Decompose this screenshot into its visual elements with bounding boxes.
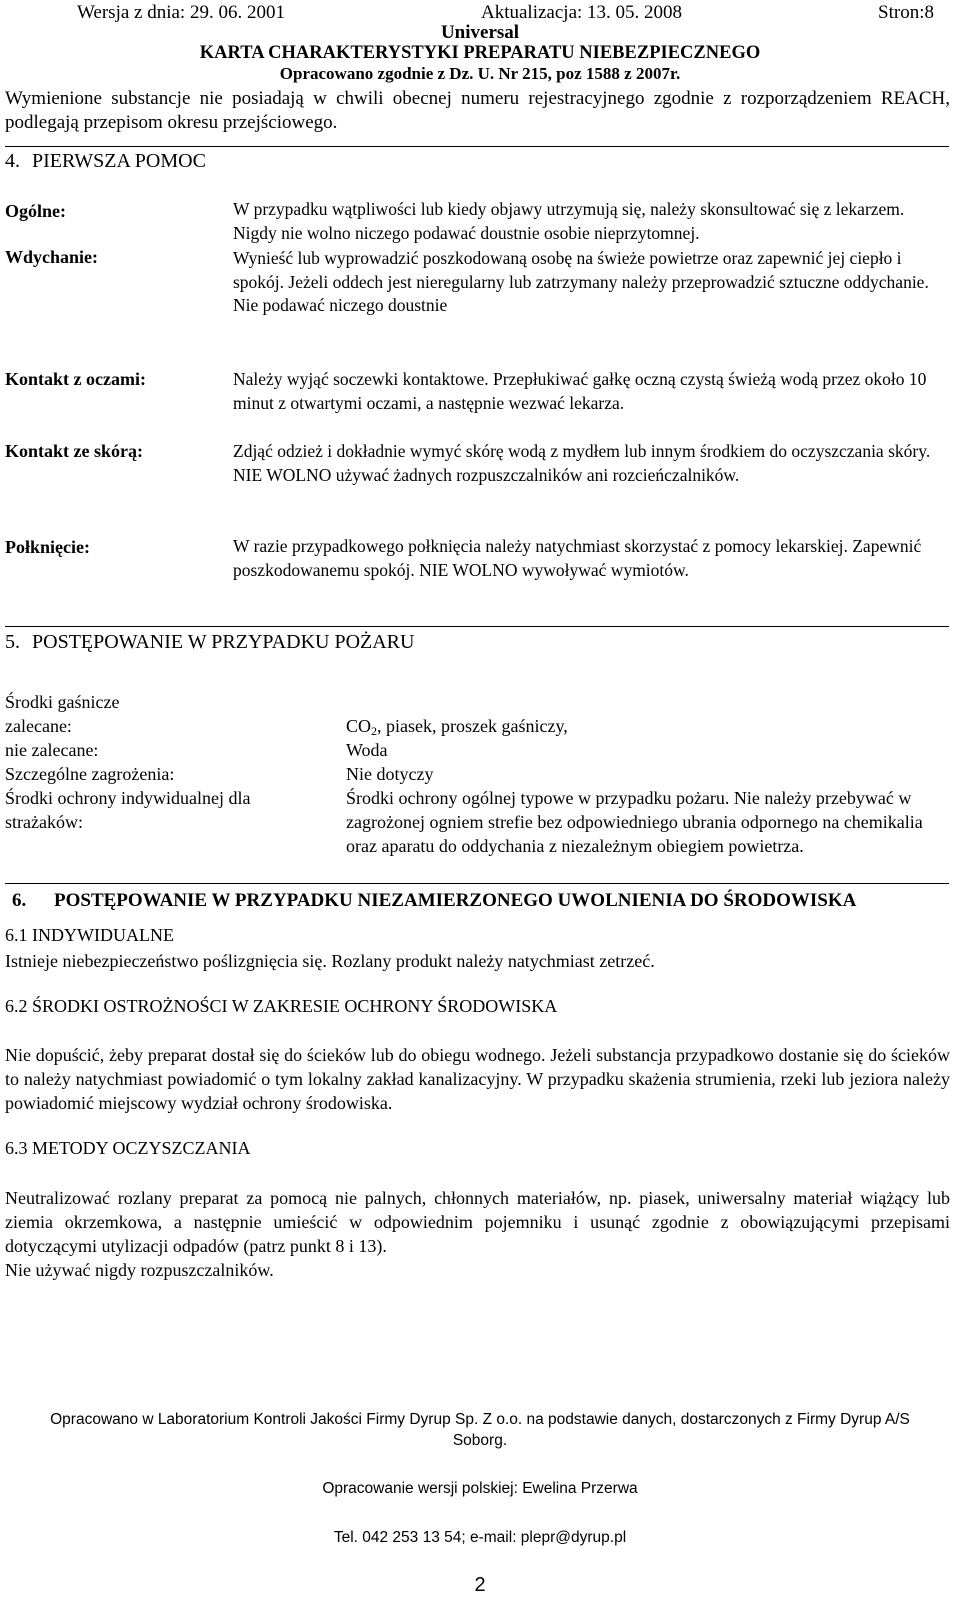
footer-polish-version: Opracowanie wersji polskiej: Ewelina Przerwa bbox=[322, 1480, 638, 1497]
section6-title: POSTĘPOWANIE W PRZYPADKU NIEZAMIERZONEGO UWOLNIENIA DO ŚRODOWISKA bbox=[54, 890, 857, 911]
regulation-note: Opracowano zgodnie z Dz. U. Nr 215, poz 1588 z 2007r. bbox=[279, 64, 681, 83]
not-recommended-value: Woda bbox=[346, 740, 388, 760]
header-meta-line bbox=[77, 2, 934, 24]
product-name: Universal bbox=[440, 22, 520, 43]
first-aid-ingestion-label: Połknięcie: bbox=[5, 537, 90, 557]
section6-number: 6. bbox=[12, 890, 27, 911]
first-aid-general-text: W przypadku wątpliwości lub kiedy objawy utrzymują się, należy skonsultować się z lekarzem. Nigdy nie wolno niczego podawać doustnie osobie nieprzytomnej. bbox=[233, 199, 905, 243]
ppe-value: Środki ochrony ogólnej typowe w przypadku pożaru. Nie należy przebywać w zagrożonej ogniem strefie bez odpowiedniego ubrania odpornego na chemikalia oraz aparatu do oddychania z niezależnym obiegiem powietrza. bbox=[346, 788, 923, 856]
section4-heading bbox=[5, 150, 206, 173]
recommended-value-formula: CO bbox=[346, 716, 372, 736]
first-aid-skin-text: Zdjąć odzież i dokładnie wymyć skórę wodą z mydłem lub innym środkiem do oczyszczania skóry. NIE WOLNO używać żadnych rozpuszczalników ani rozcieńczalników. bbox=[233, 441, 931, 485]
special-hazards-value: Nie dotyczy bbox=[346, 764, 434, 784]
first-aid-inhalation-text: Wynieść lub wyprowadzić poszkodowaną osobę na świeże powietrze oraz zapewnić jej ciepło i spokój. Jeżeli oddech jest nieregularny lub zatrzymany należy przeprowadzić sztuczne oddychanie. Nie podawać niczego doustnie bbox=[233, 248, 929, 315]
version-date: Wersja z dnia: 29. 06. 2001 bbox=[77, 2, 285, 23]
not-recommended-label: nie zalecane: bbox=[5, 740, 99, 760]
section4-number: 4. bbox=[5, 150, 20, 172]
footer-lab-note: Opracowano w Laboratorium Kontroli Jakości Firmy Dyrup Sp. Z o.o. na podstawie danych, dostarczonych z Firmy Dyrup A/S Soborg. bbox=[50, 1411, 910, 1449]
first-aid-ingestion-text: W razie przypadkowego połknięcia należy natychmiast skorzystać z pomocy lekarskiej. Zapewnić poszkodowanemu spokój. NIE WOLNO wywoływać wymiotów. bbox=[233, 536, 922, 580]
section-divider bbox=[5, 883, 949, 884]
section5-heading bbox=[5, 631, 414, 654]
reach-note: Wymienione substancje nie posiadają w chwili obecnej numeru rejestracyjnego zgodnie z rozporządzeniem REACH, podlegają przepisom okresu przejściowego. bbox=[5, 88, 950, 133]
update-date: Aktualizacja: 13. 05. 2008 bbox=[481, 2, 683, 23]
section4-title: PIERWSZA POMOC bbox=[32, 150, 206, 172]
first-aid-eyes-label: Kontakt z oczami: bbox=[5, 369, 146, 389]
subsection-6-2-title: 6.2 ŚRODKI OSTROŻNOŚCI W ZAKRESIE OCHRONY ŚRODOWISKA bbox=[5, 996, 558, 1016]
ppe-label-line1: Środki ochrony indywidualnej dla bbox=[5, 788, 251, 808]
subsection-6-3-title: 6.3 METODY OCZYSZCZANIA bbox=[5, 1138, 251, 1158]
subsection-6-3-note: Nie używać nigdy rozpuszczalników. bbox=[5, 1260, 274, 1280]
recommended-value bbox=[346, 714, 936, 738]
subsection-6-1-title: 6.1 INDYWIDUALNE bbox=[5, 925, 174, 945]
subsection-6-3-text: Neutralizować rozlany preparat za pomocą nie palnych, chłonnych materiałów, np. piasek, uniwersalny materiał wiążący lub ziemia okrzemkowa, a następnie umieścić w odpowiednim pojemniku i usunąć zgodnie z obowiązującymi przepisami dotyczącymi utylizacji odpadów (patrz punkt 8 i 13). bbox=[5, 1188, 950, 1256]
recommended-value-subscript: 2 bbox=[371, 724, 378, 738]
recommended-value-rest: , piasek, proszek gaśniczy, bbox=[377, 716, 568, 736]
recommended-label: zalecane: bbox=[5, 716, 72, 736]
footer-contact: Tel. 042 253 13 54; e-mail: plepr@dyrup.pl bbox=[333, 1529, 627, 1546]
section6-heading bbox=[12, 890, 856, 912]
card-title: KARTA CHARAKTERYSTYKI PREPARATU NIEBEZPIECZNEGO bbox=[199, 43, 761, 63]
section-divider bbox=[5, 626, 949, 627]
page-count: Stron:8 bbox=[878, 2, 934, 23]
section5-title: POSTĘPOWANIE W PRZYPADKU POŻARU bbox=[32, 631, 415, 653]
section5-number: 5. bbox=[5, 631, 20, 653]
first-aid-general-label: Ogólne: bbox=[5, 201, 66, 221]
extinguishing-media-heading: Środki gaśnicze bbox=[5, 692, 120, 712]
first-aid-skin-label: Kontakt ze skórą: bbox=[5, 441, 143, 461]
special-hazards-label: Szczególne zagrożenia: bbox=[5, 764, 175, 784]
page-number: 2 bbox=[474, 1574, 486, 1596]
first-aid-inhalation-label: Wdychanie: bbox=[5, 247, 99, 267]
subsection-6-2-text: Nie dopuścić, żeby preparat dostał się do ścieków lub do obiegu wodnego. Jeżeli substancja przypadkowo dostanie się do ścieków to należy natychmiast powiadomić o tym lokalny zakład kanalizacyjny. W przypadku skażenia strumienia, rzeki lub jeziora należy powiadomić miejscowy wydział ochrony środowiska. bbox=[5, 1045, 950, 1113]
ppe-label-line2: strażaków: bbox=[5, 812, 83, 832]
first-aid-eyes-text: Należy wyjąć soczewki kontaktowe. Przepłukiwać gałkę oczną czystą świeżą wodą przez około 10 minut z otwartymi oczami, a następnie wezwać lekarza. bbox=[233, 369, 927, 413]
subsection-6-1-text: Istnieje niebezpieczeństwo poślizgnięcia się. Rozlany produkt należy natychmiast zetrzeć. bbox=[5, 951, 655, 971]
section-divider bbox=[5, 146, 949, 147]
